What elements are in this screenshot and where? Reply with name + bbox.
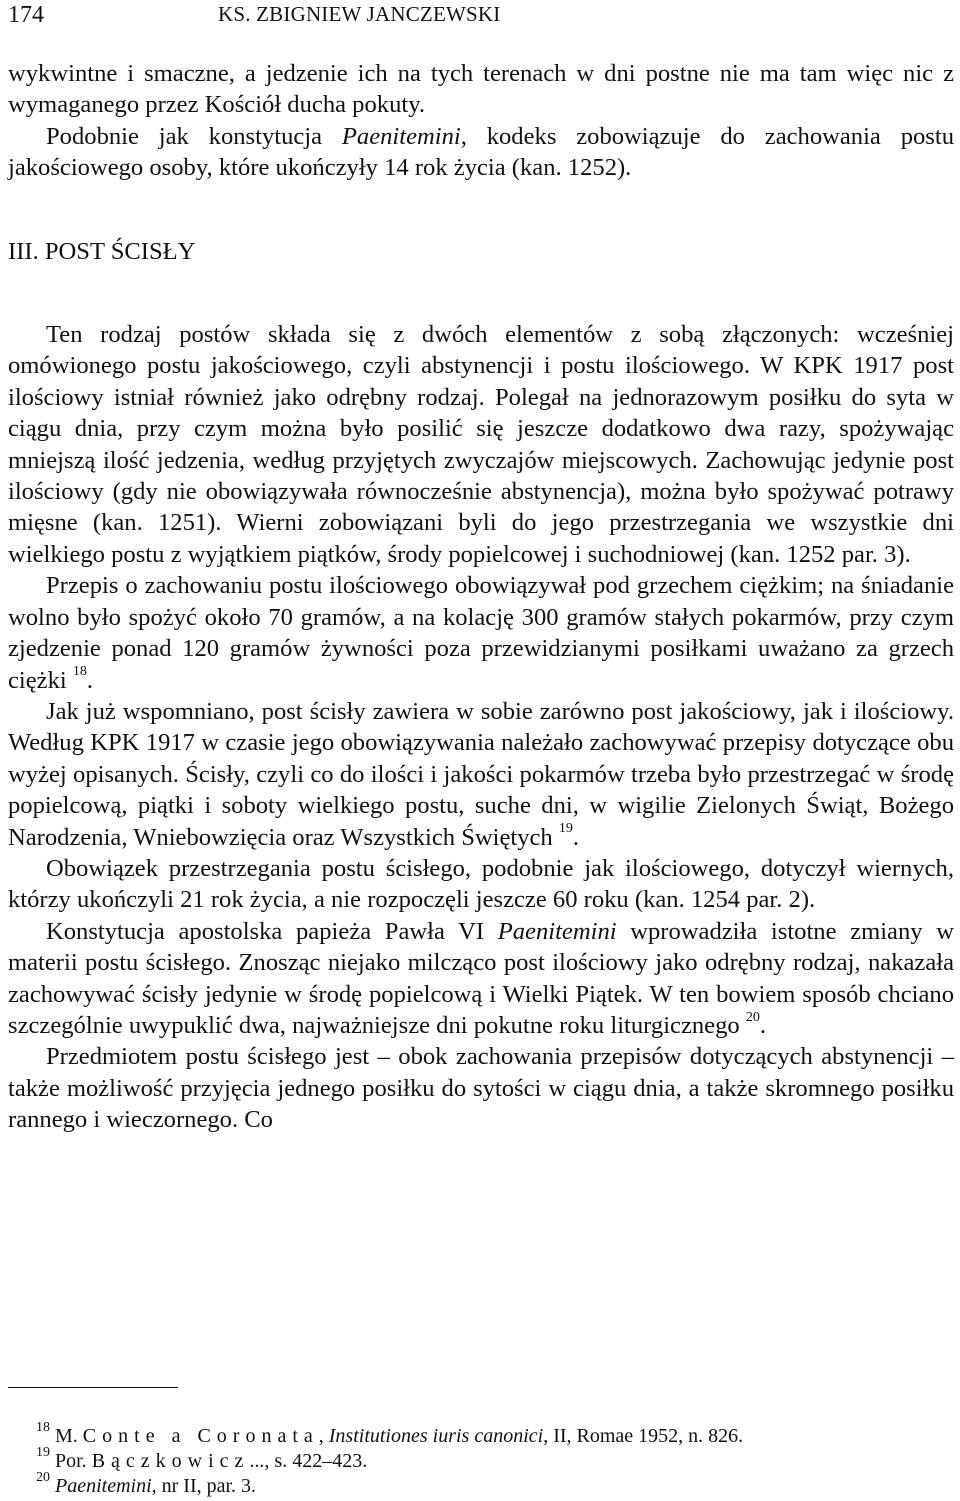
footnote-ref-20: 20 <box>745 1009 760 1025</box>
main-text <box>8 58 954 1136</box>
paragraph-7-text: Konstytucja apostolska papieża Pawła VI <box>46 917 498 945</box>
paragraph-1: wykwintne i smaczne, a jedzenie ich na tych terenach w dni postne nie ma tam więc nic z wymaganego przez Kościół ducha pokuty. <box>8 60 954 119</box>
footnote-text: Por. <box>55 1450 92 1472</box>
paragraph-7-italic: Paenitemini <box>497 917 617 945</box>
paragraph-6: Obowiązek przestrzegania postu ścisłego, podobnie jak ilościowego, dotyczył wiernych, którzy ukończyli 21 rok życia, a nie rozpoczęli jeszcze 60 roku (kan. 1254 par. 2). <box>8 854 954 914</box>
paragraph-2-text-end: , kodeks zobowiązuje do zachowania postu jakościowego osoby, które ukończyły 14 rok życia (kan. 1252). <box>8 122 954 182</box>
footnote-18 <box>36 1420 956 1449</box>
footnote-text: , <box>318 1425 329 1447</box>
footnote-author: Conte a Coronata <box>82 1425 319 1447</box>
paragraph-5-end: . <box>572 823 580 851</box>
section-title: III. POST ŚCISŁY <box>8 237 196 265</box>
footnote-author: Bączkowicz <box>91 1450 250 1472</box>
paragraph-2-italic: Paenitemini <box>341 122 461 150</box>
footnote-19 <box>36 1445 956 1474</box>
paragraph-7-end: . <box>759 1011 766 1039</box>
footnote-separator <box>8 1387 178 1388</box>
footnote-title: Paenitemini <box>55 1475 152 1497</box>
footnote-20 <box>36 1470 956 1499</box>
footnote-number: 20 <box>36 1470 50 1486</box>
footnote-ref-19: 19 <box>558 821 573 837</box>
footnotes <box>36 1420 956 1499</box>
paragraph-3: Ten rodzaj postów składa się z dwóch elementów z sobą złączonych: wcześniej omówionego postu jakościowego, czyli abstynencji i postu ilościowego. W KPK 1917 post ilościowy istniał również jako odrębny rodzaj. Polegał na jednorazowym posiłku do syta w ciągu dnia, przy czym można było posilić się jeszcze dodatkowo dwa razy, spożywając mniejszą ilość jedzenia, według przyjętych zwyczajów miejscowych. Zachowując jedynie post ilościowy (gdy nie obowiązywała równocześnie abstynencja), można było spożywać potrawy mięsne (kan. 1251). Wierni zobowiązani byli do jego przestrzegania we wszystkie dni wielkiego postu z wyjątkiem piątków, środy popielcowej i suchodniowej (kan. 1252 par. 3). <box>8 321 954 568</box>
paragraph-2 <box>8 121 954 184</box>
paragraph-4-text: Przepis o zachowaniu postu ilościowego obowiązywał pod grzechem ciężkim; na śniadanie wolno było spożyć około 70 gramów, a na kolację 300 gramów stałych pokarmów, przy czym zjedzenie ponad 120 gramów żywności poza przewidzianymi posiłkami uważano za grzech ciężki <box>8 572 954 694</box>
footnote-number: 19 <box>36 1445 50 1461</box>
footnote-text: , II, Romae 1952, n. 826. <box>543 1425 744 1447</box>
page-header <box>0 0 960 40</box>
footnote-text: ..., s. 422–423. <box>249 1450 368 1472</box>
footnote-ref-18: 18 <box>72 664 87 680</box>
footnote-number: 18 <box>36 1420 50 1436</box>
paragraph-8: Przedmiotem postu ścisłego jest – obok zachowania przepisów dotyczących abstynencji – także możliwość przyjęcia jednego posiłku do sytości w ciągu dnia, a także skromnego posiłku rannego i wieczornego. Co <box>8 1043 954 1134</box>
paragraph-7 <box>8 916 954 1042</box>
footnote-title: Institutiones iuris canonici <box>328 1425 544 1447</box>
paragraph-5-text: Jak już wspomniano, post ścisły zawiera w sobie zarówno post jakościowy, jak i ilościowy. Według KPK 1917 w czasie jego obowiązywania należało zachowywać przepisy dotyczące obu wyżej opisanych. Ścisły, czyli co do ilości i jakości pokarmów trzeba było przestrzegać w środę popielcową, piątki i soboty wielkiego postu, suche dni, w wigilie Zielonych Świąt, Bożego Narodzenia, Wniebowzięcia oraz Wszystkich Świętych <box>8 697 954 851</box>
paragraph-7-text-mid: wprowadziła istotne zmiany w materii postu ścisłego. Znosząc niejako milcząco post ilościowy jako odrębny rodzaj, nakazała zachowywać ścisły jedynie w środę popielcową i Wielki Piątek. W ten bowiem sposób chciano szczególnie uwypuklić dwa, najważniejsze dni pokutne roku liturgicznego <box>8 917 954 1039</box>
paragraph-4 <box>8 570 954 696</box>
page-number: 174 <box>8 2 44 28</box>
paragraph-5 <box>8 696 954 853</box>
paragraph-4-end: . <box>86 666 94 694</box>
footnote-text: , nr II, par. 3. <box>151 1475 257 1497</box>
paragraph-2-text: Podobnie jak konstytucja <box>46 122 342 150</box>
running-head: KS. ZBIGNIEW JANCZEWSKI <box>218 2 501 26</box>
footnote-text: M. <box>55 1425 83 1447</box>
